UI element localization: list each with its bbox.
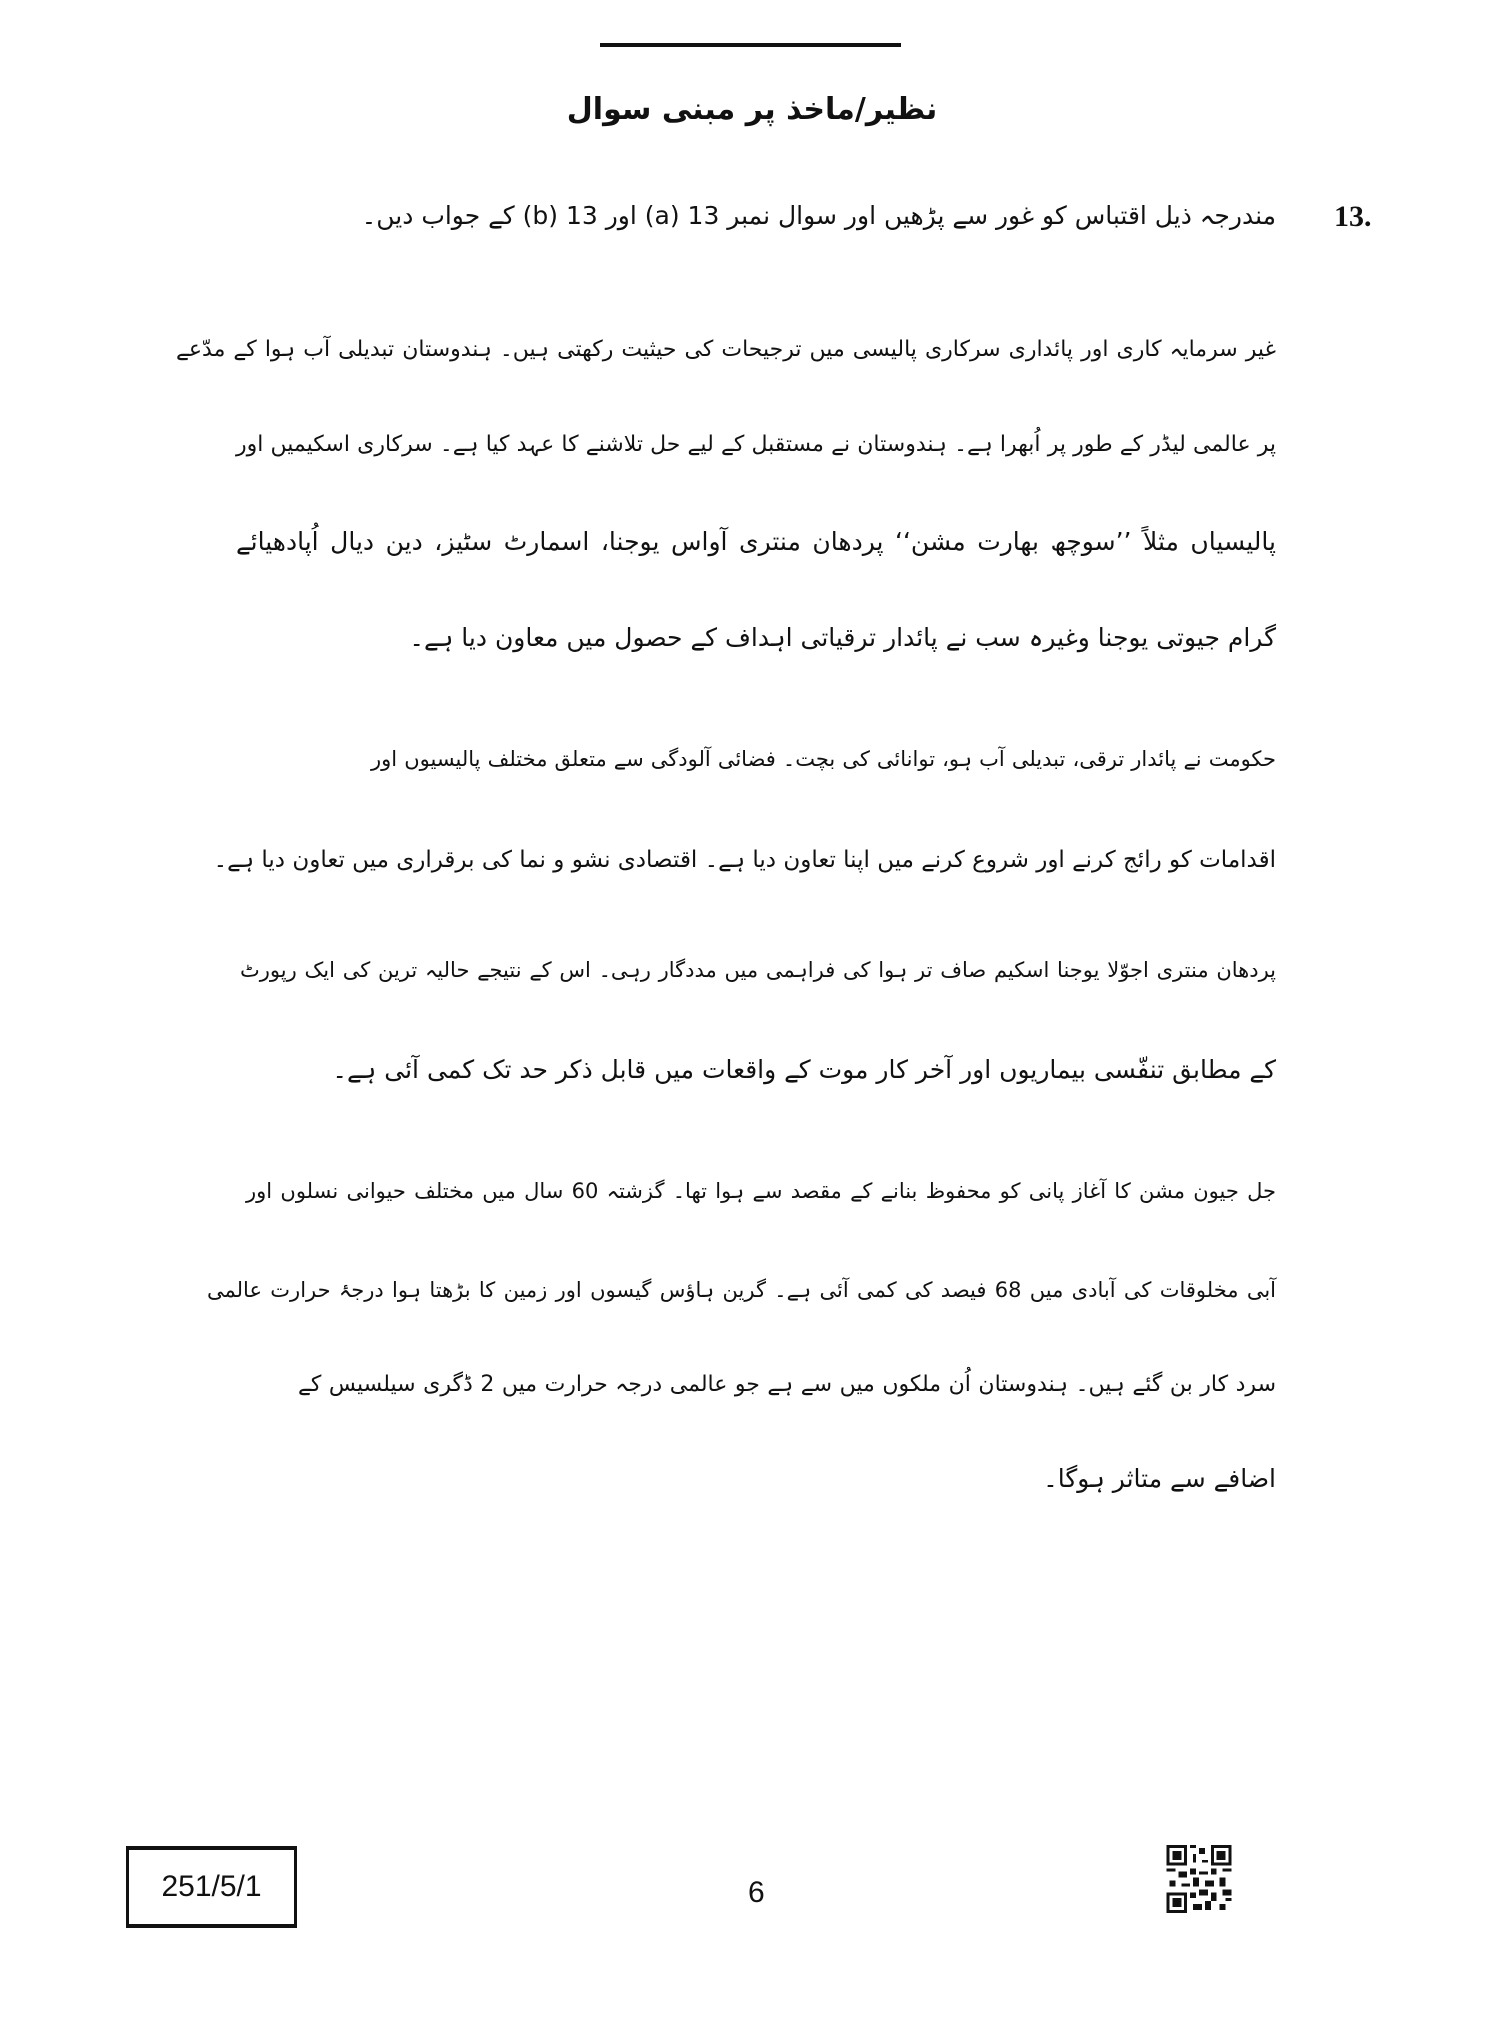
passage-line: کے مطابق تنفّسی بیماریوں اور آخر کار موت کے واقعات میں قابل ذکر حد تک کمی آئی ہے۔ bbox=[332, 1055, 1276, 1084]
passage-line: پردھان منتری اجوّلا یوجنا اسکیم صاف تر ہوا کی فراہمی میں مددگار رہی۔ اس کے نتیجے حالیہ ترین کی ایک رپورٹ bbox=[240, 958, 1276, 982]
passage-line: اقدامات کو رائج کرنے اور شروع کرنے میں اپنا تعاون دیا ہے۔ اقتصادی نشو و نما کی برقراری میں تعاون دیا ہے۔ bbox=[213, 847, 1276, 873]
section-title: نظیر/ماخذ پر مبنی سوال bbox=[566, 92, 938, 127]
page-number: 6 bbox=[748, 1876, 765, 1909]
paper-code: 251/5/1 bbox=[161, 1870, 262, 1903]
passage-line: جل جیون مشن کا آغاز پانی کو محفوظ بنانے کے مقصد سے ہوا تھا۔ گزشتہ 60 سال میں مختلف حیوانی نسلوں اور bbox=[246, 1179, 1276, 1203]
question-number: 13. bbox=[1334, 200, 1372, 233]
top-rule bbox=[600, 43, 901, 47]
passage-line: پالیسیاں مثلاً ’’سوچھ بھارت مشن‘‘ پردھان منتری آواس یوجنا، اسمارٹ سٹیز، دین دیال اُپادھیائے bbox=[236, 527, 1276, 556]
qr-code-icon bbox=[1166, 1845, 1232, 1913]
passage-line: آبی مخلوقات کی آبادی میں 68 فیصد کی کمی آئی ہے۔ گرین ہاؤس گیسوں اور زمین کا بڑھتا ہوا درجۂ حرارت عالمی bbox=[207, 1278, 1277, 1302]
passage-line: گرام جیوتی یوجنا وغیرہ سب نے پائدار ترقیاتی اہداف کے حصول میں معاون دیا ہے۔ bbox=[409, 623, 1276, 652]
passage-line: حکومت نے پائدار ترقی، تبدیلی آب ہو، توانائی کی بچت۔ فضائی آلودگی سے متعلق مختلف پالیسیوں اور bbox=[371, 747, 1276, 771]
passage-line: پر عالمی لیڈر کے طور پر اُبھرا ہے۔ ہندوستان نے مستقبل کے لیے حل تلاشنے کا عہد کیا ہے۔ سرکاری اسکیمیں اور bbox=[236, 432, 1276, 457]
passage-line: اضافے سے متاثر ہوگا۔ bbox=[1043, 1464, 1276, 1493]
passage-line: سرد کار بن گئے ہیں۔ ہندوستان اُن ملکوں میں سے ہے جو عالمی درجہ حرارت میں 2 ڈگری سیلسیس کے bbox=[298, 1372, 1277, 1397]
passage-line: غیر سرمایہ کاری اور پائداری سرکاری پالیسی میں ترجیحات کی حیثیت رکھتی ہیں۔ ہندوستان تبدیلی آب ہوا کے مدّعے bbox=[176, 337, 1276, 362]
paper-code-box bbox=[126, 1846, 297, 1928]
question-instruction: مندرجہ ذیل اقتباس کو غور سے پڑھیں اور سوال نمبر 13 (a) اور 13 (b) کے جواب دیں۔ bbox=[361, 201, 1276, 230]
